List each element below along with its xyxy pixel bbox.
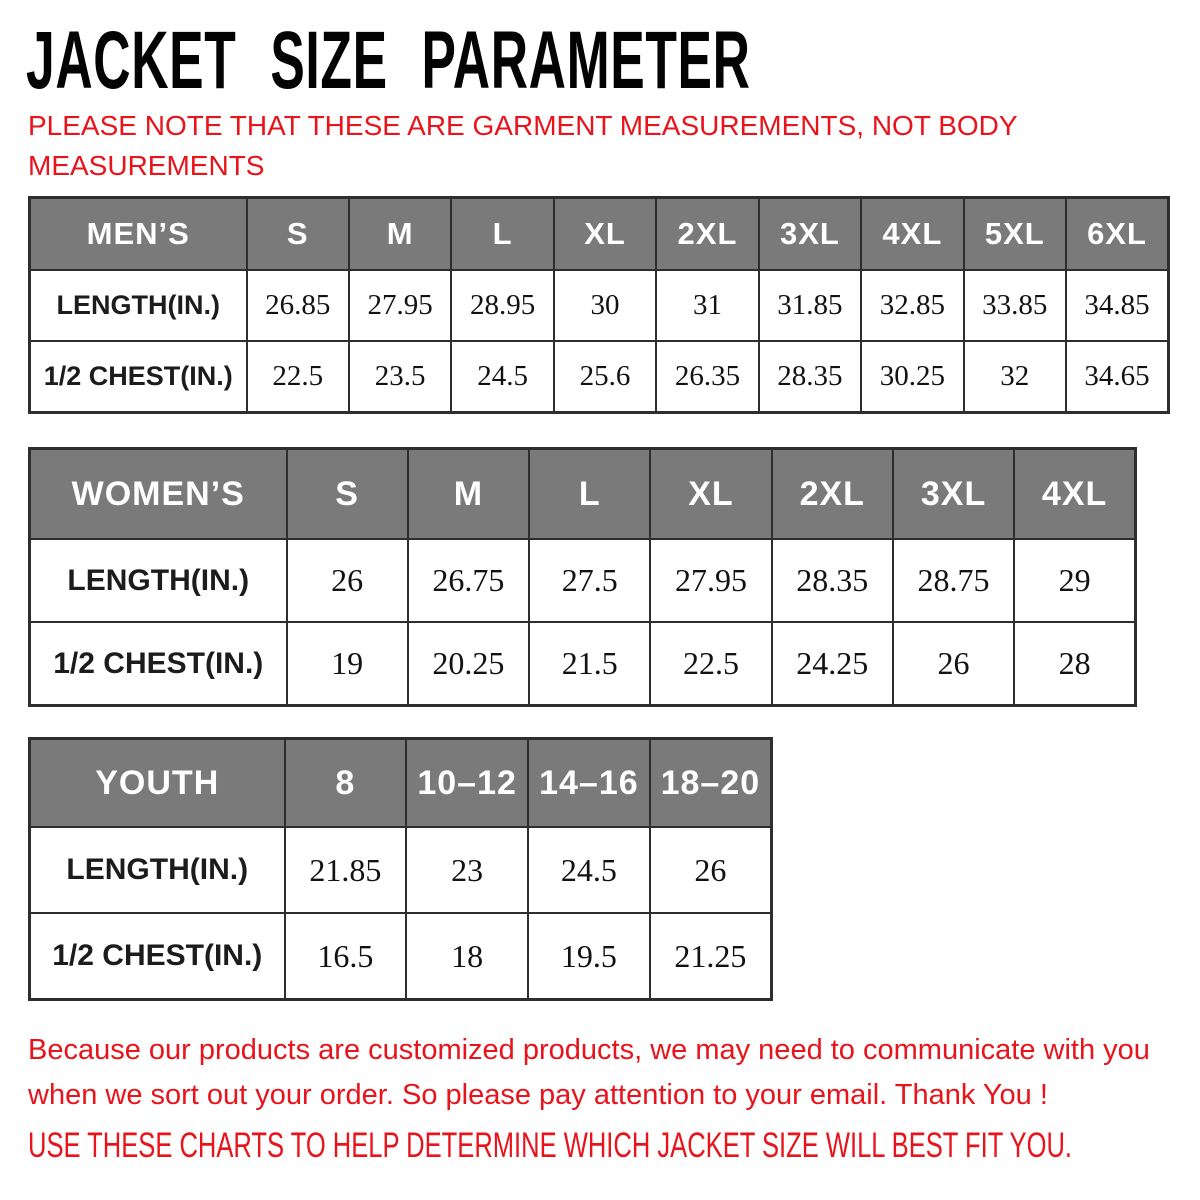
size-value-cell: 33.85 xyxy=(964,270,1066,341)
size-header-cell: 4XL xyxy=(1014,449,1135,540)
size-value-cell: 24.5 xyxy=(528,827,650,913)
size-header-cell: M xyxy=(408,449,529,540)
womens-size-table xyxy=(28,447,1137,707)
size-header-cell: 3XL xyxy=(893,449,1014,540)
size-value-cell: 19.5 xyxy=(528,913,650,1000)
size-header-cell: 10–12 xyxy=(406,739,528,828)
size-value-cell: 19 xyxy=(287,622,408,706)
size-header-cell: 5XL xyxy=(964,198,1066,271)
size-value-cell: 20.25 xyxy=(408,622,529,706)
page-title: JACKET SIZE PARAMETER xyxy=(26,15,751,106)
measurement-row xyxy=(30,341,1169,413)
size-header-cell: S xyxy=(247,198,349,271)
measurement-row xyxy=(30,827,772,913)
size-header-row xyxy=(30,739,772,828)
group-header-cell: MEN’S xyxy=(30,198,247,271)
size-value-cell: 28.95 xyxy=(451,270,553,341)
size-value-cell: 28 xyxy=(1014,622,1135,706)
youth-size-table xyxy=(28,737,773,1001)
size-value-cell: 26 xyxy=(893,622,1014,706)
size-value-cell: 28.75 xyxy=(893,539,1014,622)
size-value-cell: 26 xyxy=(650,827,772,913)
size-header-cell: XL xyxy=(650,449,771,540)
row-label-cell: 1/2 CHEST(IN.) xyxy=(30,341,247,413)
measurement-row xyxy=(30,270,1169,341)
size-value-cell: 26.85 xyxy=(247,270,349,341)
size-header-row xyxy=(30,449,1136,540)
size-value-cell: 24.25 xyxy=(772,622,893,706)
size-value-cell: 32.85 xyxy=(861,270,963,341)
measurement-row xyxy=(30,913,772,1000)
size-value-cell: 21.5 xyxy=(529,622,650,706)
row-label-cell: 1/2 CHEST(IN.) xyxy=(30,913,285,1000)
customization-notice xyxy=(28,1028,1150,1118)
size-value-cell: 26.75 xyxy=(408,539,529,622)
size-value-cell: 27.95 xyxy=(650,539,771,622)
garment-measurement-note xyxy=(28,106,1018,186)
size-value-cell: 25.6 xyxy=(554,341,656,413)
size-value-cell: 34.85 xyxy=(1066,270,1169,341)
size-header-row xyxy=(30,198,1169,271)
size-value-cell: 27.5 xyxy=(529,539,650,622)
size-header-cell: 4XL xyxy=(861,198,963,271)
size-header-cell: XL xyxy=(554,198,656,271)
size-value-cell: 34.65 xyxy=(1066,341,1169,413)
row-label-cell: 1/2 CHEST(IN.) xyxy=(30,622,287,706)
size-header-cell: S xyxy=(287,449,408,540)
size-header-cell: 3XL xyxy=(759,198,861,271)
size-value-cell: 28.35 xyxy=(772,539,893,622)
group-header-cell: YOUTH xyxy=(30,739,285,828)
size-value-cell: 29 xyxy=(1014,539,1135,622)
size-header-cell: L xyxy=(451,198,553,271)
size-value-cell: 21.85 xyxy=(285,827,407,913)
size-header-cell: M xyxy=(349,198,451,271)
mens-size-table xyxy=(28,196,1170,414)
size-value-cell: 26.35 xyxy=(656,341,758,413)
size-value-cell: 26 xyxy=(287,539,408,622)
garment-note-line-1: PLEASE NOTE THAT THESE ARE GARMENT MEASUREMENTS, NOT BODY xyxy=(28,110,1018,141)
size-header-cell: 2XL xyxy=(656,198,758,271)
row-label-cell: LENGTH(IN.) xyxy=(30,539,287,622)
size-value-cell: 27.95 xyxy=(349,270,451,341)
size-value-cell: 31 xyxy=(656,270,758,341)
size-value-cell: 23.5 xyxy=(349,341,451,413)
size-header-cell: 2XL xyxy=(772,449,893,540)
size-value-cell: 22.5 xyxy=(650,622,771,706)
group-header-cell: WOMEN’S xyxy=(30,449,287,540)
size-value-cell: 30 xyxy=(554,270,656,341)
garment-note-line-2: MEASUREMENTS xyxy=(28,150,265,181)
measurement-row xyxy=(30,539,1136,622)
size-value-cell: 16.5 xyxy=(285,913,407,1000)
size-header-cell: 8 xyxy=(285,739,407,828)
size-value-cell: 23 xyxy=(406,827,528,913)
size-header-cell: 18–20 xyxy=(650,739,772,828)
size-header-cell: 6XL xyxy=(1066,198,1169,271)
customization-notice-line-2: when we sort out your order. So please pay attention to your email. Thank You ! xyxy=(28,1079,1048,1111)
row-label-cell: LENGTH(IN.) xyxy=(30,827,285,913)
size-value-cell: 24.5 xyxy=(451,341,553,413)
size-value-cell: 32 xyxy=(964,341,1066,413)
size-value-cell: 18 xyxy=(406,913,528,1000)
size-value-cell: 21.25 xyxy=(650,913,772,1000)
size-value-cell: 28.35 xyxy=(759,341,861,413)
size-value-cell: 22.5 xyxy=(247,341,349,413)
size-header-cell: L xyxy=(529,449,650,540)
size-value-cell: 30.25 xyxy=(861,341,963,413)
size-header-cell: 14–16 xyxy=(528,739,650,828)
row-label-cell: LENGTH(IN.) xyxy=(30,270,247,341)
measurement-row xyxy=(30,622,1136,706)
customization-notice-line-1: Because our products are customized products, we may need to communicate with you xyxy=(28,1034,1150,1066)
size-value-cell: 31.85 xyxy=(759,270,861,341)
usage-instruction: USE THESE CHARTS TO HELP DETERMINE WHICH JACKET SIZE WILL BEST FIT YOU. xyxy=(28,1126,1073,1165)
